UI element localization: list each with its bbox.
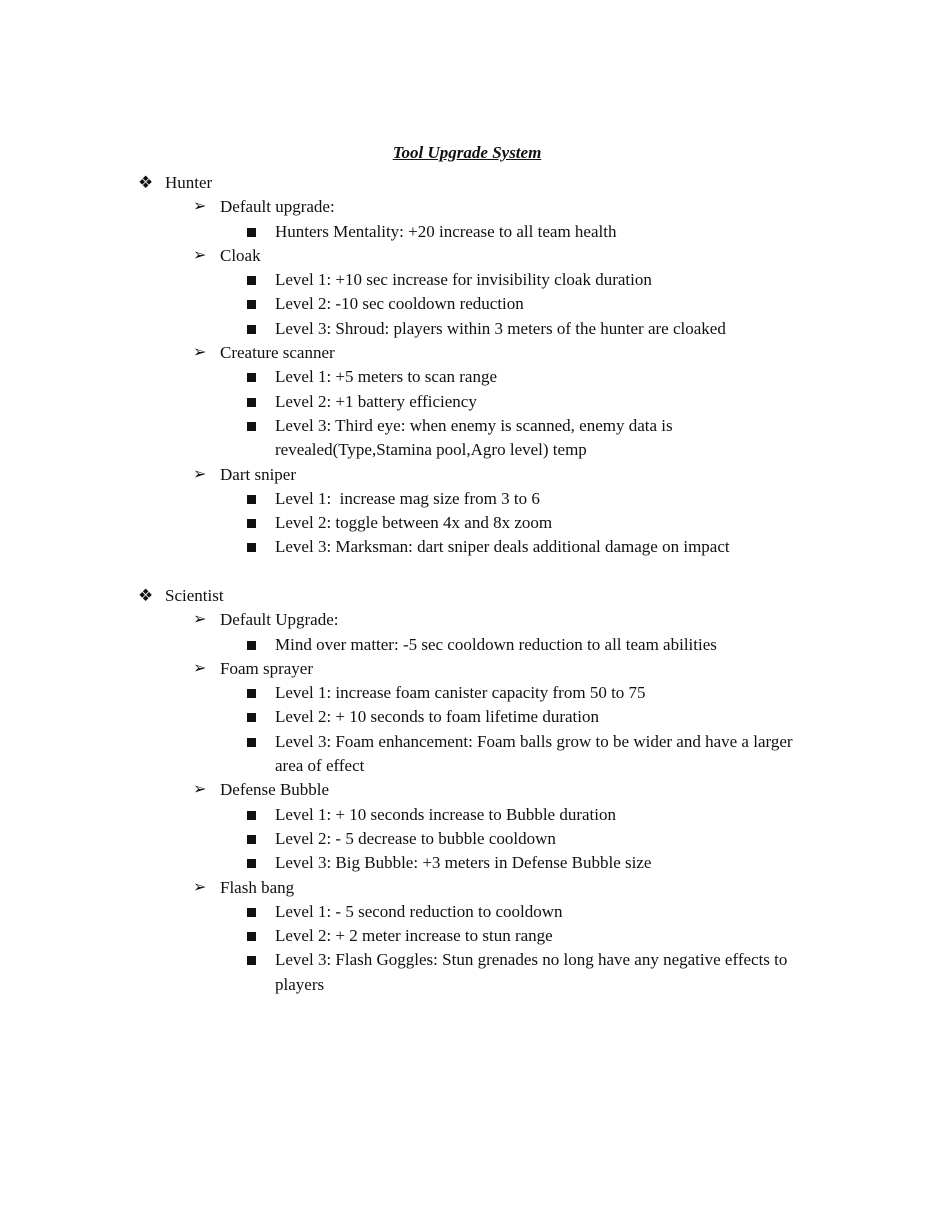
diamond-bullet-icon: ❖ (138, 173, 154, 192)
tool-heading (0, 463, 934, 487)
square-bullet-icon (247, 519, 256, 528)
tool-heading (0, 657, 934, 681)
upgrade-text: Level 2: -10 sec cooldown reduction (275, 294, 524, 314)
list-item (0, 948, 934, 997)
list-item (0, 705, 934, 729)
square-bullet-icon (247, 713, 256, 722)
arrow-bullet-icon: ➢ (193, 246, 207, 264)
square-bullet-icon (247, 811, 256, 820)
list-item (0, 851, 934, 875)
tool-name: Creature scanner (220, 343, 335, 363)
list-item (0, 365, 934, 389)
upgrade-text: Level 1: + 10 seconds increase to Bubble duration (275, 804, 616, 824)
list-item (0, 292, 934, 316)
square-bullet-icon (247, 373, 256, 382)
upgrade-text: Level 3: Foam enhancement: Foam balls grow to be wider and have a larger area of effect (275, 731, 793, 776)
arrow-bullet-icon: ➢ (193, 344, 207, 362)
tool-name: Dart sniper (220, 464, 297, 484)
upgrade-text: Level 3: Third eye: when enemy is scanned, enemy data is revealed(Type,Stamina pool,Agro level) temp (275, 415, 673, 460)
arrow-bullet-icon: ➢ (193, 878, 207, 896)
arrow-bullet-icon: ➢ (193, 659, 207, 677)
upgrade-text: Level 1: increase foam canister capacity from 50 to 75 (275, 683, 646, 703)
square-bullet-icon (247, 689, 256, 698)
list-item (0, 681, 934, 705)
tool-heading (0, 244, 934, 268)
square-bullet-icon (247, 495, 256, 504)
list-item (0, 511, 934, 535)
tool-name: Foam sprayer (220, 658, 314, 678)
tool-heading (0, 778, 934, 802)
section-heading (0, 584, 934, 608)
square-bullet-icon (247, 276, 256, 285)
square-bullet-icon (247, 908, 256, 917)
list-item (0, 535, 934, 559)
square-bullet-icon (247, 859, 256, 868)
square-bullet-icon (247, 738, 256, 747)
list-item (0, 220, 934, 244)
tool-name: Cloak (220, 245, 261, 265)
list-item (0, 414, 934, 463)
upgrade-text: Level 3: Marksman: dart sniper deals additional damage on impact (275, 537, 730, 557)
upgrade-text: Level 3: Big Bubble: +3 meters in Defense Bubble size (275, 853, 652, 873)
square-bullet-icon (247, 422, 256, 431)
arrow-bullet-icon: ➢ (193, 781, 207, 799)
square-bullet-icon (247, 325, 256, 334)
tool-heading (0, 876, 934, 900)
square-bullet-icon (247, 543, 256, 552)
list-item (0, 924, 934, 948)
tool-name: Default Upgrade: (220, 610, 339, 630)
tool-heading (0, 195, 934, 219)
square-bullet-icon (247, 641, 256, 650)
upgrade-text: Level 2: + 2 meter increase to stun range (275, 926, 553, 946)
list-item (0, 730, 934, 779)
section-heading (0, 171, 934, 195)
square-bullet-icon (247, 956, 256, 965)
list-item (0, 803, 934, 827)
upgrade-text: Level 2: toggle between 4x and 8x zoom (275, 513, 553, 533)
section-name: Hunter (165, 173, 213, 192)
tool-name: Default upgrade: (220, 197, 335, 217)
list-item (0, 827, 934, 851)
section-scientist (0, 584, 934, 997)
square-bullet-icon (247, 398, 256, 407)
list-item (0, 900, 934, 924)
upgrade-text: Level 1: +10 sec increase for invisibility cloak duration (275, 270, 652, 290)
square-bullet-icon (247, 300, 256, 309)
square-bullet-icon (247, 932, 256, 941)
upgrade-text: Level 3: Flash Goggles: Stun grenades no long have any negative effects to players (275, 950, 788, 994)
tool-heading (0, 608, 934, 632)
square-bullet-icon (247, 228, 256, 237)
square-bullet-icon (247, 835, 256, 844)
upgrade-text: Level 2: + 10 seconds to foam lifetime duration (275, 707, 600, 727)
upgrade-text: Level 1: +5 meters to scan range (275, 367, 498, 387)
list-item (0, 317, 934, 341)
list-item (0, 633, 934, 657)
list-item (0, 487, 934, 511)
list-item (0, 268, 934, 292)
tool-name: Flash bang (220, 877, 295, 897)
document-title: Tool Upgrade System (392, 143, 542, 162)
upgrade-text: Level 2: +1 battery efficiency (275, 391, 477, 411)
arrow-bullet-icon: ➢ (193, 611, 207, 629)
upgrade-text: Level 3: Shroud: players within 3 meters of the hunter are cloaked (275, 318, 726, 338)
arrow-bullet-icon: ➢ (193, 465, 207, 483)
upgrade-text: Level 2: - 5 decrease to bubble cooldown (275, 828, 556, 848)
section-hunter (0, 171, 934, 560)
upgrade-text: Hunters Mentality: +20 increase to all team health (275, 221, 617, 241)
upgrade-text: Level 1: increase mag size from 3 to 6 (275, 488, 540, 508)
tool-heading (0, 341, 934, 365)
list-item (0, 390, 934, 414)
diamond-bullet-icon: ❖ (138, 586, 154, 605)
arrow-bullet-icon: ➢ (193, 198, 207, 216)
upgrade-text: Level 1: - 5 second reduction to cooldown (275, 901, 563, 921)
upgrade-text: Mind over matter: -5 sec cooldown reduction to all team abilities (275, 634, 717, 654)
section-name: Scientist (165, 586, 224, 605)
tool-name: Defense Bubble (220, 780, 330, 800)
